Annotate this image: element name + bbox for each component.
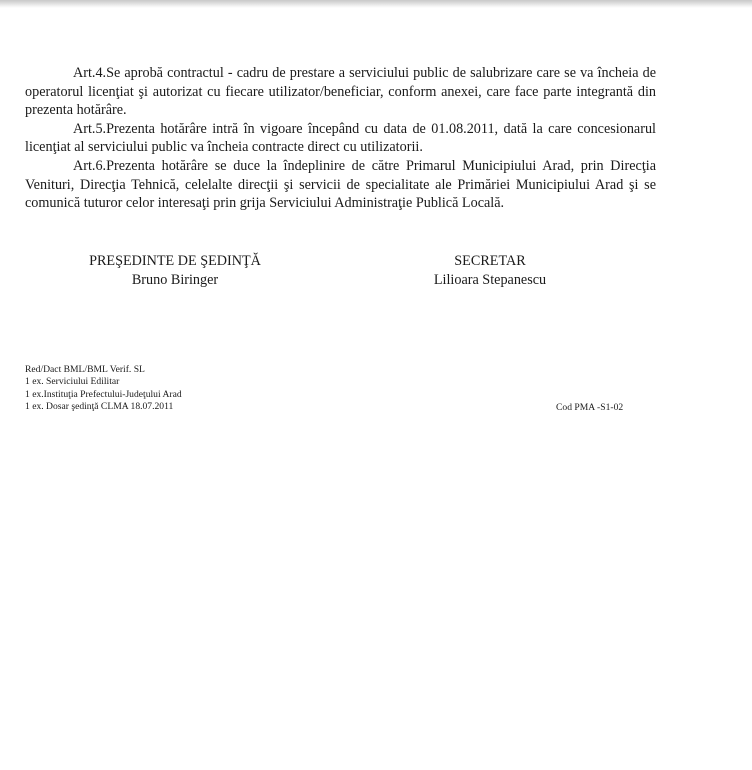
signature-secretary <box>385 252 595 290</box>
president-title: PREŞEDINTE DE ŞEDINŢĂ <box>89 253 261 269</box>
footer-line-copy-1: 1 ex. Serviciului Edilitar <box>25 376 120 388</box>
footer-line-copy-2: 1 ex.Instituţia Prefectului-Judeţului Arad <box>25 388 182 400</box>
footer-line-copy-3: 1 ex. Dosar şedinţă CLMA 18.07.2011 <box>25 401 174 413</box>
article-5: Art.5.Prezenta hotărâre intră în vigoare începând cu data de 01.08.2011, dată la care concesionarul licenţiat al serviciului public va încheia contracte direct cu utilizatorii. <box>25 120 656 156</box>
footer-line-editor: Red/Dact BML/BML Verif. SL <box>25 364 145 375</box>
president-name: Bruno Biringer <box>131 272 219 288</box>
article-6: Art.6.Prezenta hotărâre se duce la îndeplinire de către Primarul Municipiului Arad, prin Direcţia Venituri, Direcţia Tehnică, celelalte direcţii şi servicii de specialitate ale Primăriei Municipiului Arad şi se comunică tuturor celor interesaţi prin grija Serviciului Administraţie Publică Locală. <box>25 157 656 212</box>
document-code: Cod PMA -S1-02 <box>556 402 624 413</box>
distribution-footer <box>25 364 182 414</box>
secretary-title: SECRETAR <box>454 253 526 269</box>
secretary-name: Lilioara Stepanescu <box>433 272 547 288</box>
article-4: Art.4.Se aprobă contractul - cadru de prestare a serviciului public de salubrizare care se va încheia de operatorul licenţiat şi autorizat cu fiecare utilizator/beneficiar, conform anexei, care face parte integrantă din prezenta hotărâre. <box>25 65 656 119</box>
signature-president <box>70 252 280 290</box>
resolution-articles <box>25 64 656 213</box>
